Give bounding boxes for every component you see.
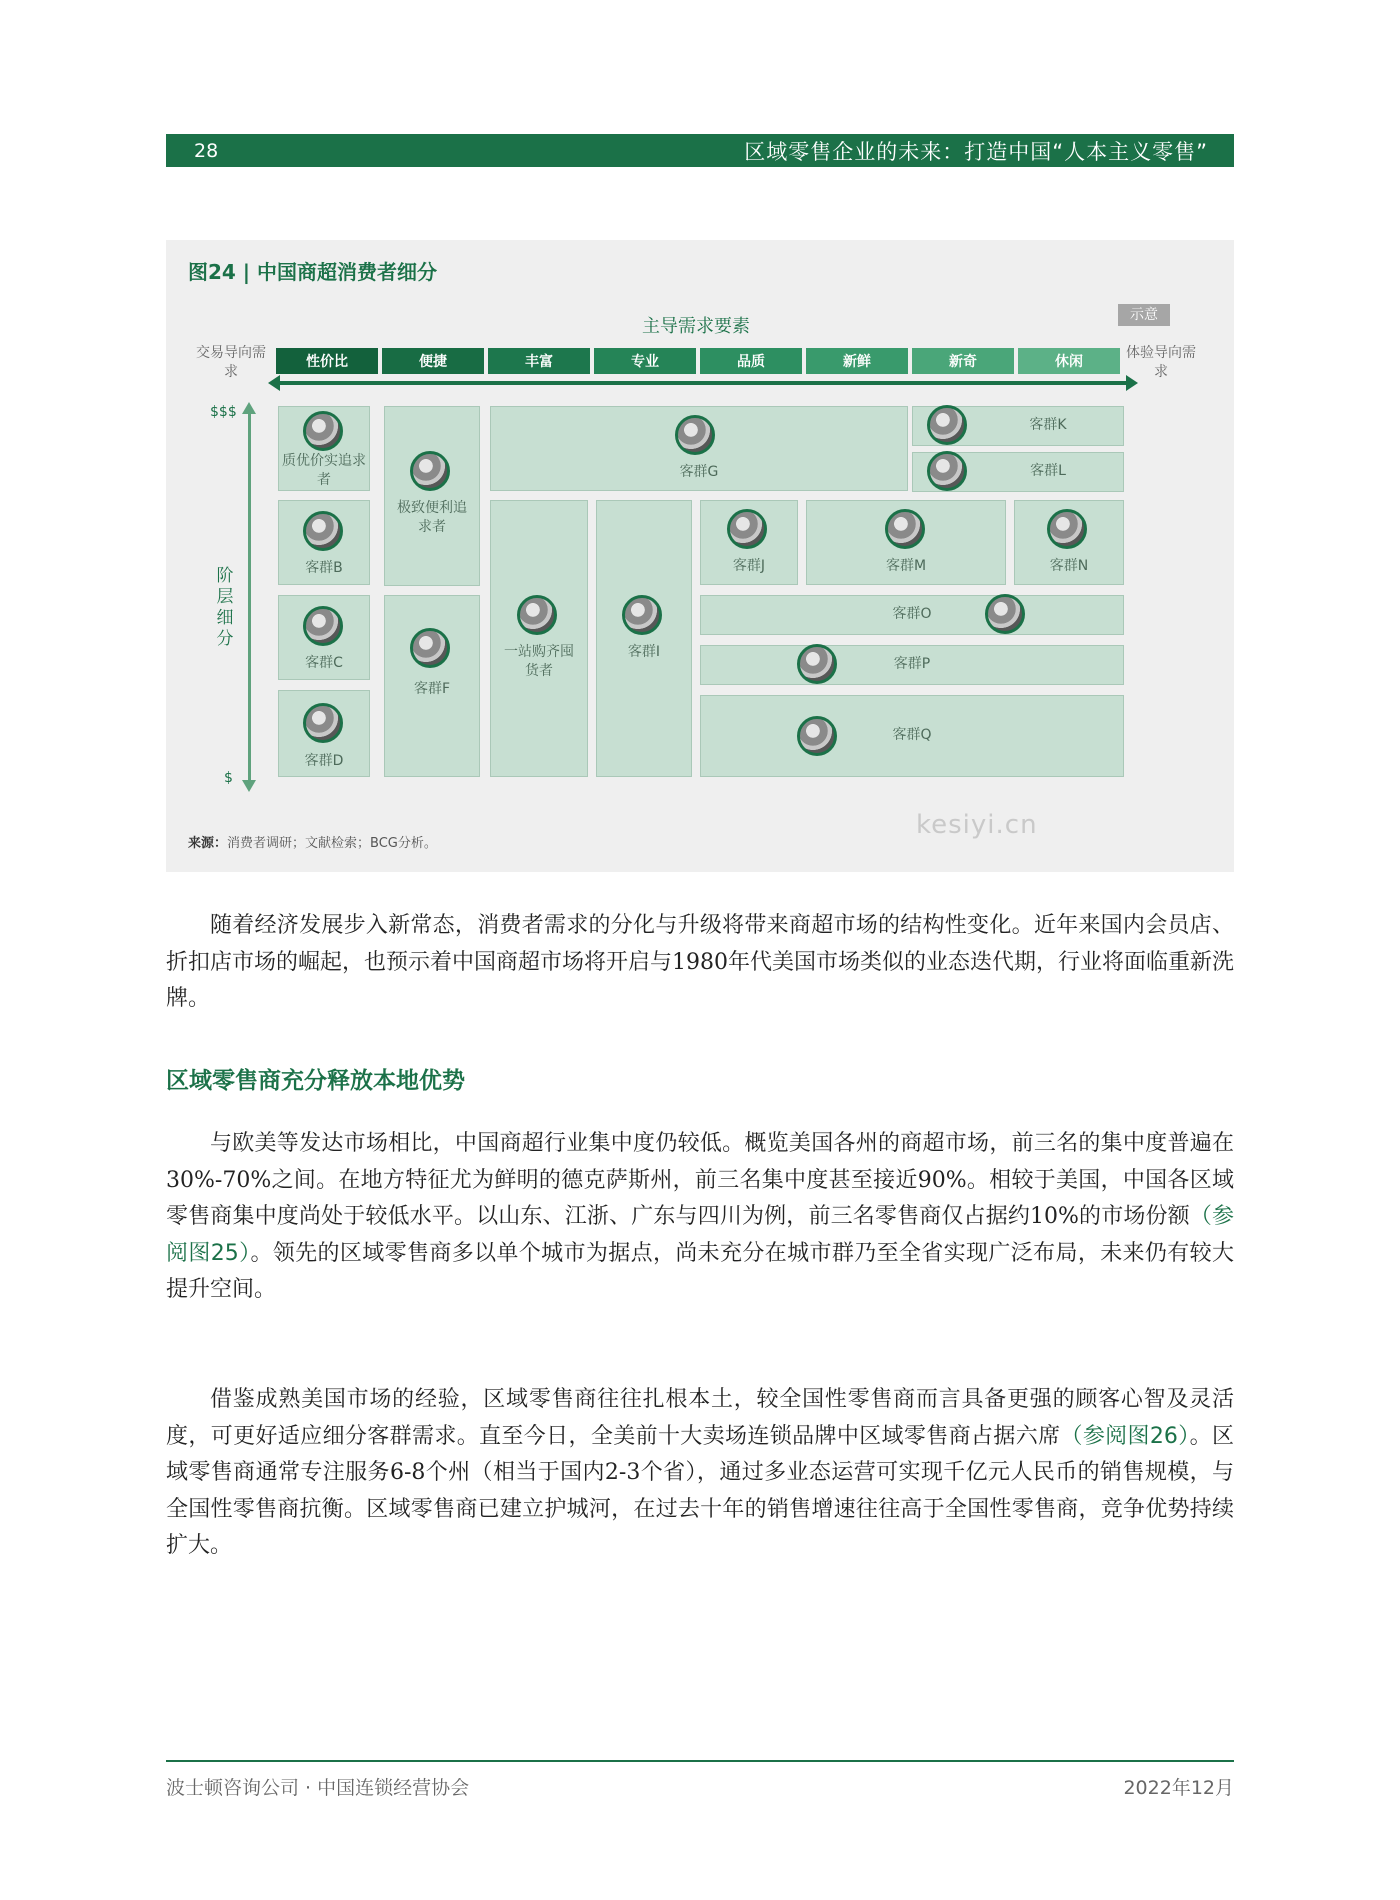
- segment-k: [912, 406, 1124, 446]
- segment-m: [806, 500, 1006, 585]
- demand-factor: 性价比: [276, 348, 378, 374]
- demand-factor: 专业: [594, 348, 696, 374]
- segment-l: [912, 452, 1124, 492]
- source-text: 消费者调研；文献检索；BCG分析。: [227, 836, 437, 851]
- persona-photo-icon: [303, 606, 343, 646]
- section-heading: 区域零售商充分释放本地优势: [166, 1067, 465, 1094]
- segment-label: 客群K: [1029, 417, 1067, 433]
- tier-axis-label: 阶层细分: [216, 566, 234, 649]
- persona-photo-icon: [303, 511, 343, 551]
- persona-photo-icon: [885, 509, 925, 549]
- segment-label: 客群D: [304, 753, 344, 769]
- segment-one-stop: [490, 500, 588, 777]
- footer-divider: [166, 1760, 1234, 1762]
- experience-demand-label: 体验导向需求: [1126, 345, 1196, 380]
- segment-q: [700, 695, 1124, 777]
- paragraph-text: 。区域零售商通常专注服务6-8个州（相当于国内2-3个省），通过多业态运营可实现千亿元人民币的销售规模，与全国性零售商抗衡。区域零售商已建立护城河，在过去十年的销售增速往往高于全国性零售商，竞争优势持续扩大。: [166, 1423, 1234, 1558]
- demand-factor: 丰富: [488, 348, 590, 374]
- segment-label: 客群F: [413, 681, 451, 697]
- paragraph-1: 随着经济发展步入新常态，消费者需求的分化与升级将带来商超市场的结构性变化。近年来国内会员店、折扣店市场的崛起，也预示着中国商超市场将开启与1980年代美国市场类似的业态迭代期，行业将面临重新洗牌。: [166, 913, 1234, 1011]
- segment-label: 客群P: [893, 656, 931, 672]
- paragraph-text: 借鉴成熟美国市场的经验，区域零售商往往扎根本土，较全国性零售商而言具备更强的顾客心智及灵活度，可更好适应细分客群需求。直至今日，全美前十大卖场连锁品牌中区域零售商占据六席: [166, 1387, 1234, 1449]
- segment-c: [278, 595, 370, 680]
- demand-double-arrow: [278, 381, 1128, 385]
- tier-double-arrow: [248, 412, 251, 782]
- segment-label: 客群J: [732, 558, 766, 574]
- persona-photo-icon: [410, 628, 450, 668]
- tier-low-label: $: [224, 770, 233, 786]
- segment-label: 客群G: [679, 464, 719, 480]
- segment-label: 质优价实追求者: [282, 453, 366, 488]
- segment-label: 客群M: [885, 558, 927, 574]
- segment-d: [278, 690, 370, 777]
- segment-label: 一站购齐囤货者: [504, 644, 574, 679]
- persona-photo-icon: [927, 451, 967, 491]
- persona-photo-icon: [517, 595, 557, 635]
- segment-g: [490, 406, 908, 491]
- segment-convenience: [384, 406, 480, 586]
- persona-photo-icon: [622, 595, 662, 635]
- figure-26-link[interactable]: （参阅图26）: [1060, 1423, 1190, 1449]
- paragraph-text: 与欧美等发达市场相比，中国商超行业集中度仍较低。概览美国各州的商超市场，前三名的集中度普遍在30%-70%之间。在地方特征尤为鲜明的德克萨斯州，前三名集中度甚至接近90%。相较于美国，中国各区域零售商集中度尚处于较低水平。以山东、江浙、广东与四川为例，前三名零售商仅占据约10%的市场份额: [166, 1131, 1234, 1229]
- paragraph-text: 。领先的区域零售商多以单个城市为据点，尚未充分在城市群乃至全省实现广泛布局，未来仍有较大提升空间。: [166, 1240, 1234, 1302]
- footer-date: 2022年12月: [1123, 1777, 1234, 1799]
- demand-axis-title: 主导需求要素: [642, 316, 750, 337]
- source-label: 来源：: [188, 836, 228, 851]
- demand-factor: 品质: [700, 348, 802, 374]
- demand-factor: 新鲜: [806, 348, 908, 374]
- demand-factor-row: [276, 348, 1120, 374]
- paragraph-3: [166, 1382, 1234, 1565]
- persona-photo-icon: [927, 405, 967, 445]
- figure-24: [166, 240, 1234, 872]
- segment-p: [700, 645, 1124, 685]
- segment-label: 客群L: [1030, 463, 1066, 479]
- segment-label: 客群N: [1049, 558, 1089, 574]
- segment-b: [278, 500, 370, 585]
- segment-j: [700, 500, 798, 585]
- figure-source: [188, 832, 437, 851]
- figure-25-link[interactable]: （参阅图25）: [166, 1204, 1234, 1266]
- segment-label: 极致便利追求者: [397, 500, 467, 535]
- segment-label: 客群O: [892, 606, 932, 622]
- segment-n: [1014, 500, 1124, 585]
- illustrative-badge: 示意: [1118, 304, 1170, 326]
- transaction-demand-label: 交易导向需求: [196, 345, 266, 380]
- segment-label: 客群Q: [892, 727, 932, 743]
- segment-i: [596, 500, 692, 777]
- persona-photo-icon: [675, 415, 715, 455]
- segment-label: 客群I: [627, 644, 661, 660]
- page-number: 28: [194, 139, 219, 162]
- watermark: kesiyi.cn: [916, 810, 1038, 840]
- segment-quality-value: [278, 406, 370, 491]
- demand-factor: 休闲: [1018, 348, 1120, 374]
- segment-f: [384, 595, 480, 777]
- demand-factor: 便捷: [382, 348, 484, 374]
- persona-photo-icon: [303, 703, 343, 743]
- tier-high-label: $$$: [210, 404, 237, 420]
- demand-factor: 新奇: [912, 348, 1014, 374]
- footer-publisher: 波士顿咨询公司 · 中国连锁经营协会: [166, 1777, 470, 1799]
- report-title: 区域零售企业的未来：打造中国“人本主义零售”: [744, 139, 1208, 164]
- segment-label: 客群C: [305, 655, 343, 671]
- figure-title: 图24 | 中国商超消费者细分: [188, 260, 438, 284]
- persona-photo-icon: [727, 509, 767, 549]
- persona-photo-icon: [1047, 509, 1087, 549]
- persona-photo-icon: [410, 451, 450, 491]
- persona-photo-icon: [303, 411, 343, 451]
- page-header: [166, 134, 1234, 167]
- segment-o: [700, 595, 1124, 635]
- paragraph-2: [166, 1126, 1234, 1309]
- segment-label: 客群B: [305, 560, 343, 576]
